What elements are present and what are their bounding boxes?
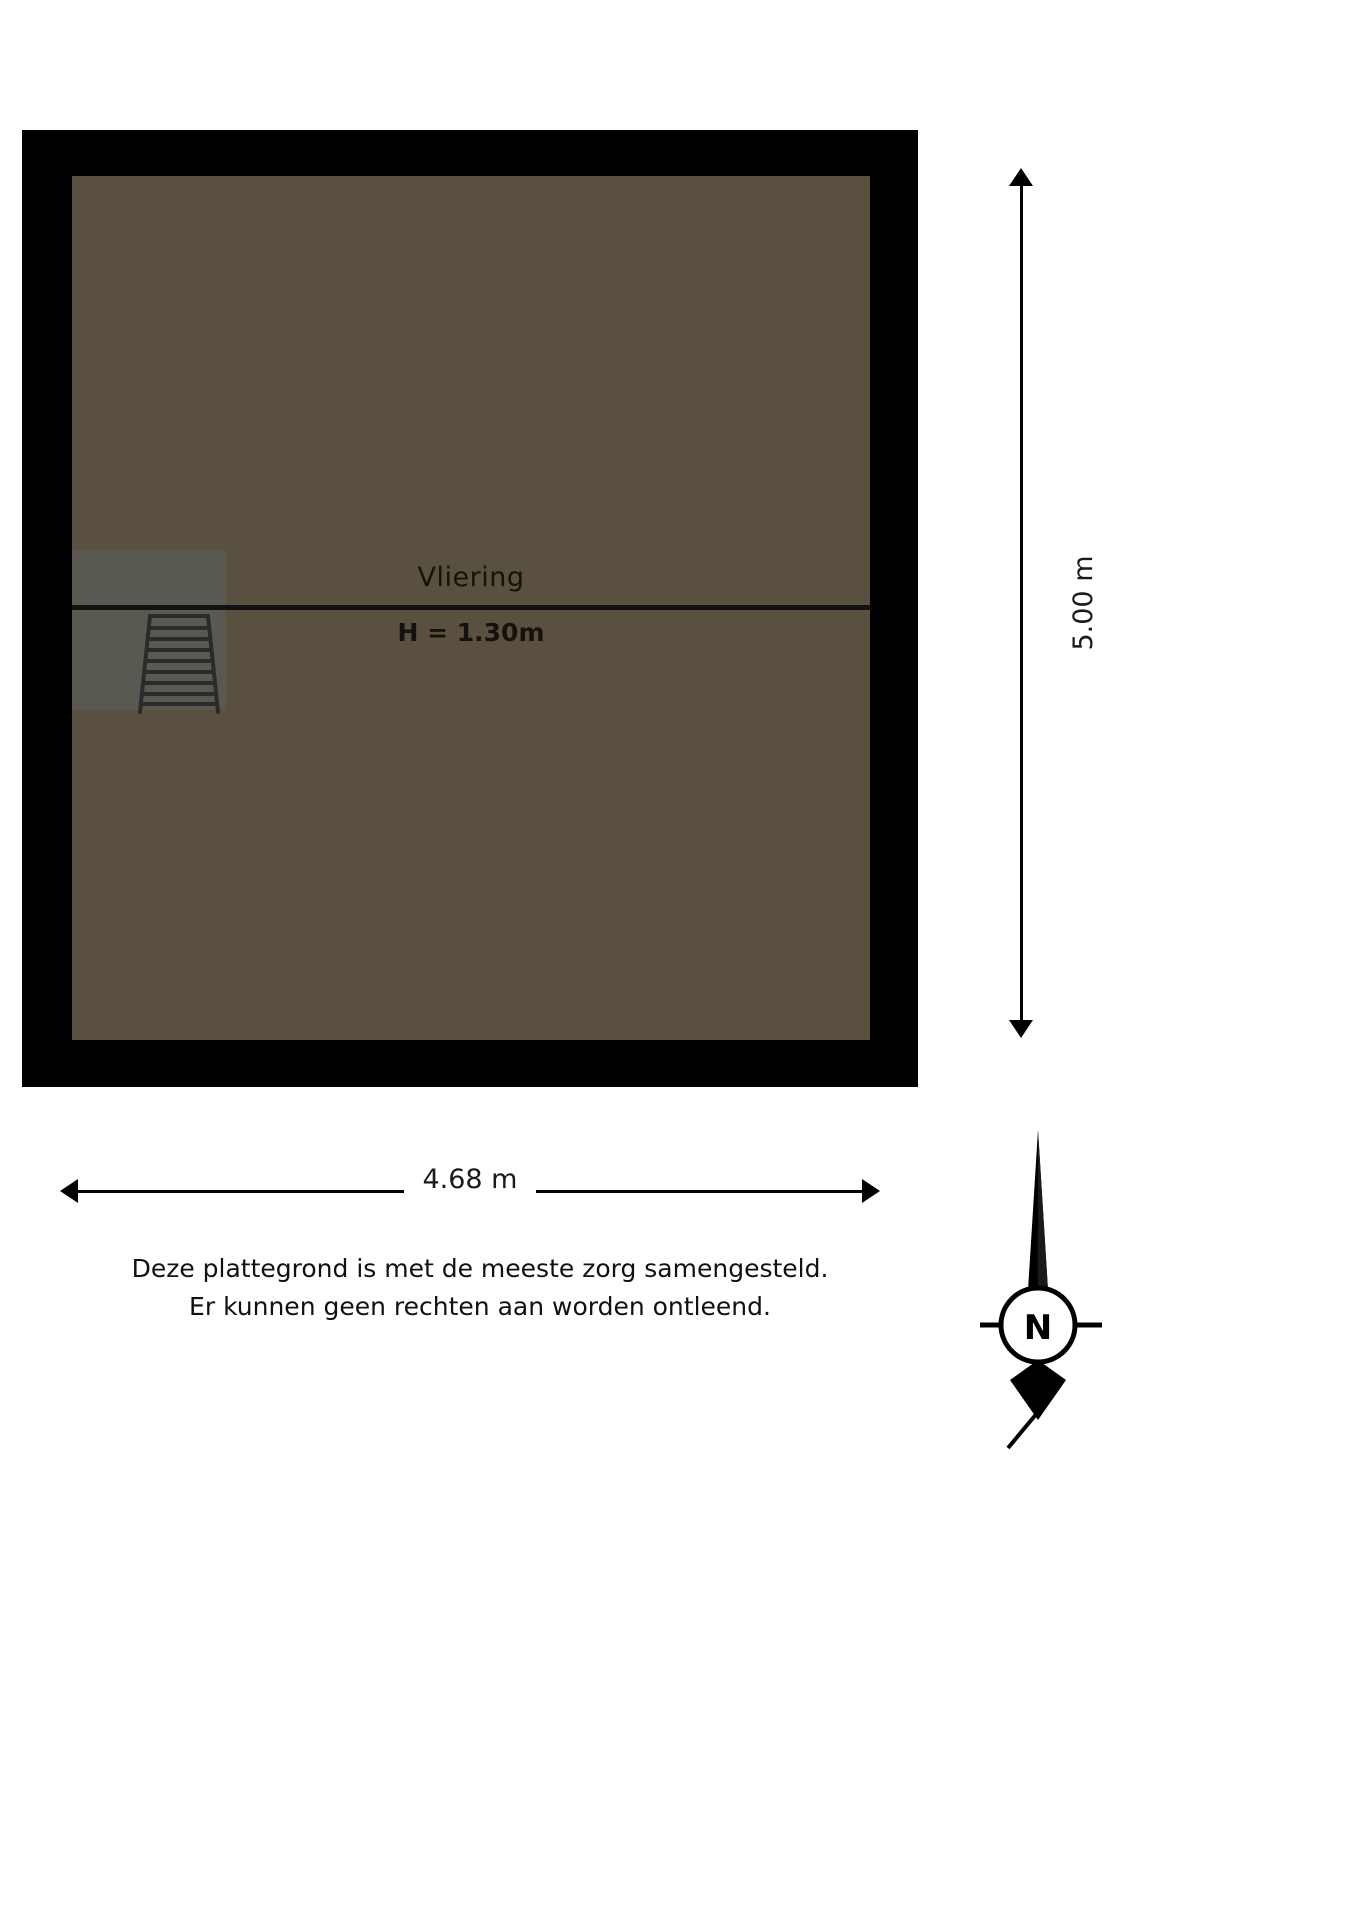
compass-north-icon — [950, 1120, 1130, 1450]
floor-plan — [22, 130, 918, 1087]
dimension-vertical-label: 5.00 m — [1068, 555, 1100, 651]
compass-north-letter: N — [1023, 1308, 1053, 1348]
dimension-line-vertical — [1020, 178, 1023, 1028]
dimension-horizontal — [60, 1150, 880, 1220]
room-height-label: H = 1.30m — [397, 618, 545, 647]
dimension-vertical — [990, 168, 1100, 1038]
disclaimer — [40, 1250, 920, 1325]
dimension-horizontal-text: 4.68 m — [404, 1164, 535, 1195]
disclaimer-line-1: Deze plattegrond is met de meeste zorg samengesteld. — [131, 1254, 829, 1283]
disclaimer-line-2: Er kunnen geen rechten aan worden ontleend. — [189, 1291, 771, 1321]
dimension-horizontal-label — [60, 1164, 880, 1195]
arrow-down-icon — [1009, 1020, 1033, 1038]
room-name-label: Vliering — [417, 562, 525, 593]
